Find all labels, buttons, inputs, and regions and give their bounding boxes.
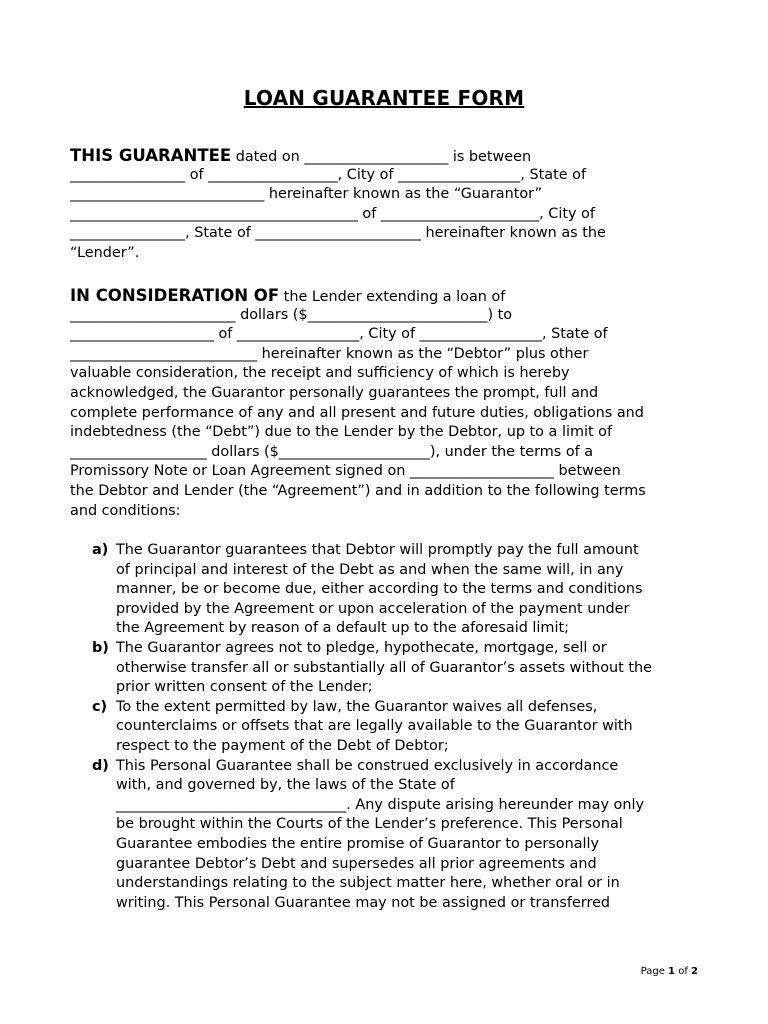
- paragraph-lead: THIS GUARANTEE: [70, 146, 232, 165]
- clause-line: otherwise transfer all or substantially all of Guarantor’s assets without the: [116, 659, 652, 676]
- clause-line: prior written consent of the Lender;: [116, 679, 373, 696]
- clause-line: The Guarantor agrees not to pledge, hypothecate, mortgage, sell or: [116, 639, 607, 656]
- guarantee-paragraph: [70, 146, 706, 264]
- clause-line: ________________________________. Any dispute arising hereunder may only: [116, 796, 644, 813]
- clause-line: with, and governed by, the laws of the State of: [116, 777, 455, 794]
- paragraph-line: ___________________ dollars ($_____________________), under the terms of a: [70, 443, 594, 460]
- clause-line: counterclaims or offsets that are legally available to the Guarantor with: [116, 718, 633, 735]
- paragraph-line: ________________________________________ of ______________________, City of: [70, 205, 595, 222]
- clause-line: respect to the payment of the Debt of Debtor;: [116, 737, 449, 754]
- clause-line: of principal and interest of the Debt as and when the same will, in any: [116, 561, 624, 578]
- paragraph-line: IN CONSIDERATION OF the Lender extending a loan of: [70, 286, 506, 305]
- clause-c: [92, 698, 712, 757]
- clause-line: understandings relating to the subject matter here, whether oral or in: [116, 875, 620, 892]
- clause-d: [92, 757, 712, 914]
- paragraph-line: and conditions:: [70, 502, 181, 519]
- paragraph-line: THIS GUARANTEE dated on ____________________ is between: [70, 146, 532, 165]
- clause-line: This Personal Guarantee shall be construed exclusively in accordance: [116, 757, 619, 774]
- consideration-paragraph: [70, 286, 706, 521]
- clause-line: The Guarantor guarantees that Debtor will promptly pay the full amount: [116, 542, 639, 558]
- paragraph-line: complete performance of any and all present and future duties, obligations and: [70, 404, 644, 421]
- paragraph-line: acknowledged, the Guarantor personally guarantees the prompt, full and: [70, 384, 599, 401]
- paragraph-line: ________________ of __________________, City of _________________, State of: [70, 166, 587, 183]
- clause-line: Guarantee embodies the entire promise of Guarantor to personally: [116, 835, 600, 852]
- paragraph-line: indebtedness (the “Debt”) due to the Lender by the Debtor, up to a limit of: [70, 424, 613, 441]
- paragraph-line: ________________, State of _______________________ hereinafter known as the: [70, 225, 606, 242]
- clause-line: manner, be or become due, either according to the terms and conditions: [116, 581, 643, 598]
- clause-line: To the extent permitted by law, the Guarantor waives all defenses,: [116, 698, 598, 715]
- paragraph-line: _______________________ dollars ($_________________________) to: [70, 306, 513, 323]
- paragraph-line: valuable consideration, the receipt and sufficiency of which is hereby: [70, 365, 570, 382]
- clause-line: writing. This Personal Guarantee may not be assigned or transferred: [116, 894, 611, 911]
- paragraph-line: __________________________ hereinafter known as the “Debtor” plus other: [70, 345, 589, 362]
- clause-b: [92, 639, 712, 698]
- clause-line: guarantee Debtor’s Debt and supersedes all prior agreements and: [116, 855, 597, 872]
- page-number: Page 1 of 2: [640, 966, 698, 977]
- paragraph-lead: IN CONSIDERATION OF: [70, 286, 280, 305]
- clause-marker: b): [92, 639, 109, 656]
- clause-line: the Agreement by reason of a default up to the aforesaid limit;: [116, 620, 569, 637]
- clause-a: [92, 541, 712, 639]
- paragraph-line: the Debtor and Lender (the “Agreement”) and in addition to the following terms: [70, 482, 646, 499]
- paragraph-line: ___________________________ hereinafter known as the “Guarantor”: [70, 186, 543, 203]
- clause-line: be brought within the Courts of the Lender’s preference. This Personal: [116, 816, 623, 833]
- document-title: LOAN GUARANTEE FORM: [243, 86, 525, 110]
- paragraph-line: ____________________ of _________________, City of _________________, State of: [70, 326, 608, 343]
- clause-list: [92, 541, 712, 913]
- clause-marker: d): [92, 757, 109, 774]
- paragraph-line: “Lender”.: [70, 244, 140, 261]
- clause-marker: a): [92, 542, 109, 558]
- clause-line: provided by the Agreement or upon acceleration of the payment under: [116, 600, 630, 617]
- paragraph-line: Promissory Note or Loan Agreement signed on ____________________ between: [70, 463, 621, 480]
- clause-marker: c): [92, 698, 108, 715]
